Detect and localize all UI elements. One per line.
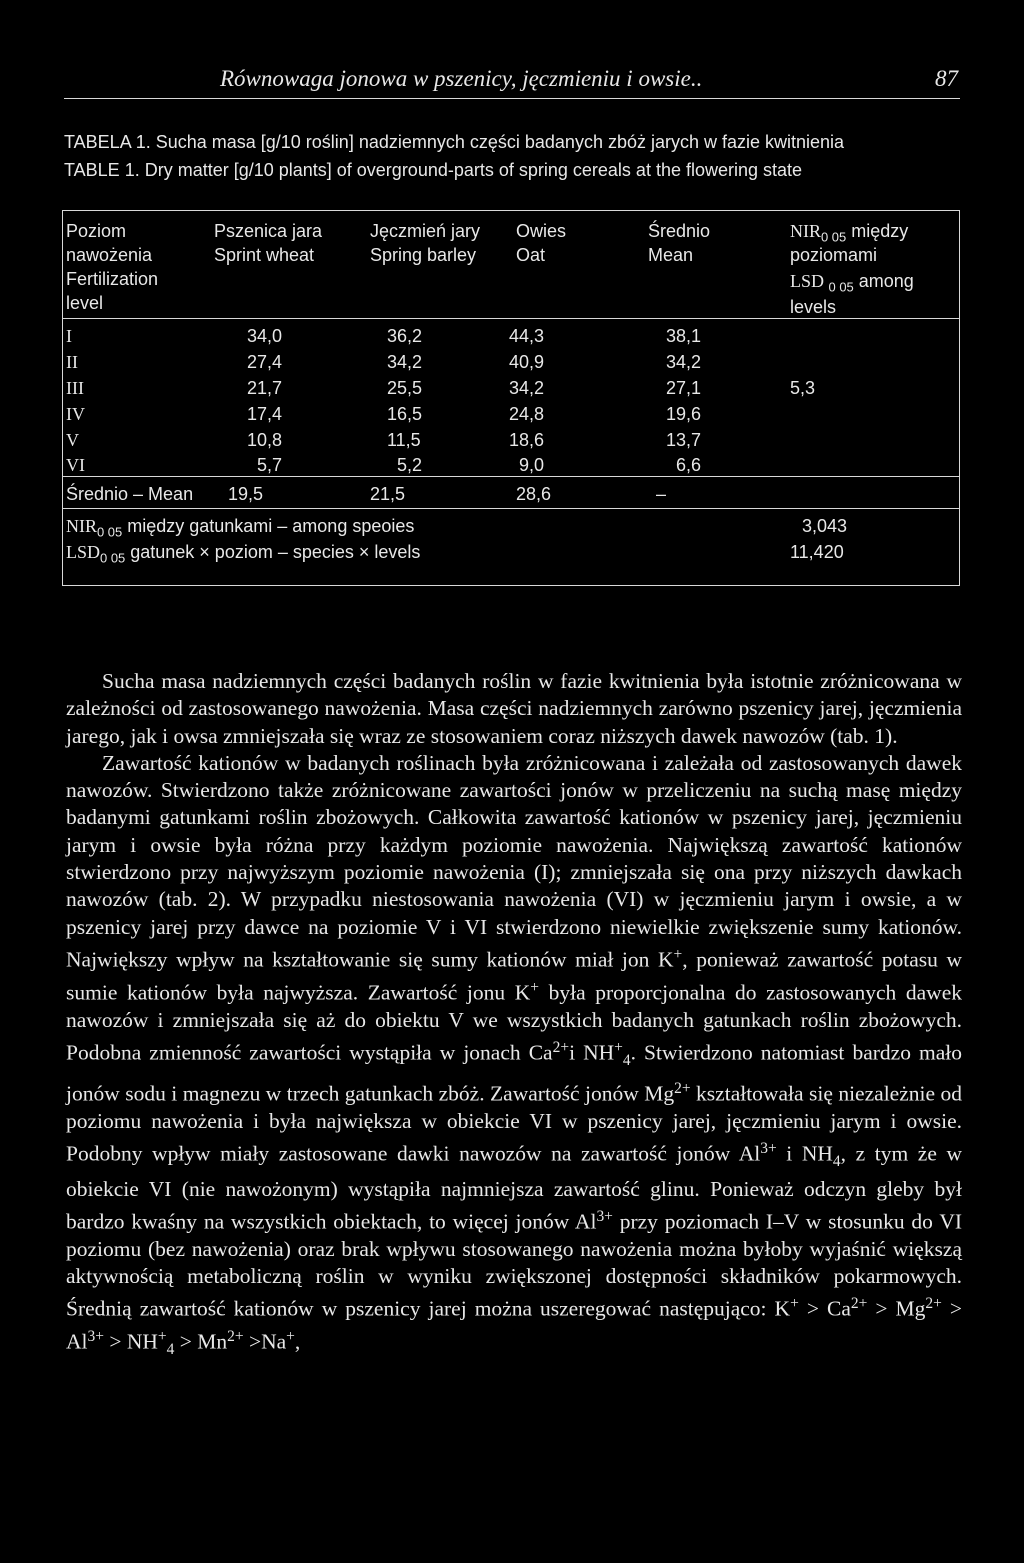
cell-wheat: 17,4	[247, 404, 283, 424]
cell-wheat: 5,7	[257, 455, 283, 475]
header-level-1: Poziom	[66, 221, 127, 241]
running-title: Równowaga jonowa w pszenicy, jęczmieniu i owsie..	[220, 66, 703, 91]
header-level-2: nawożenia	[66, 245, 153, 265]
nir-species-value: 3,043	[802, 516, 848, 536]
cell-mean: 13,7	[666, 430, 702, 450]
header-level-4: level	[66, 293, 104, 313]
text-segment: >Na	[243, 1330, 287, 1355]
header-nir-line1: $NIR_{0 05}$ między	[790, 221, 909, 245]
text-segment: , ponieważ zawartość potasu w sumie kationów była najwyższa. Zawartość jonu K	[66, 947, 962, 1005]
text-segment: > Al	[66, 1297, 963, 1355]
cell-wheat: 21,7	[247, 378, 283, 398]
header-rule	[64, 98, 960, 99]
text-segment: ,	[294, 1330, 301, 1355]
text-segment: > Mn	[174, 1330, 228, 1355]
cell-barley: 16,5	[387, 404, 423, 424]
text-segment: 2+	[552, 1039, 570, 1057]
cell-oat: 9,0	[519, 455, 545, 475]
cell-oat: 44,3	[509, 326, 545, 346]
text-segment: +	[673, 945, 683, 963]
cell-mean: 27,1	[666, 378, 702, 398]
text-segment: +	[614, 1039, 623, 1057]
text-segment: 4	[622, 1052, 631, 1070]
text-segment: 4	[832, 1153, 841, 1171]
cell-level: VI	[66, 455, 85, 475]
text-segment: > Mg	[867, 1297, 926, 1322]
mean-mean: –	[656, 484, 667, 504]
cell-level: I	[66, 326, 72, 346]
header-nir-line2: poziomami	[790, 245, 878, 265]
text-segment: . Stwierdzono natomiast bardzo mało jonów sodu i magnezu w trzech gatunkach zbóż. Zawartość jonów Mg	[66, 1041, 962, 1106]
header-barley-en: Spring barley	[370, 245, 477, 265]
text-segment: 3+	[596, 1207, 613, 1225]
text-segment: i NH	[569, 1041, 615, 1066]
header-lsd-line3: LSD $_{0 05}$ among	[790, 271, 914, 295]
text-segment: > Ca	[798, 1297, 851, 1322]
text-segment: przy poziomach I–V w stosunku do VI poziomu (bez nawożenia) oraz brak wpływu stosowanego nawożenia można byłoby wyjaśnić większą aktywnością metaboliczną roślin w wyniku zwiększonej dostępności składników pokarmowych. Średnią zawartość kationów w pszenicy jarej można uszeregować następująco: K	[66, 1209, 963, 1322]
cell-wheat: 27,4	[247, 352, 283, 372]
table-caption-pl: TABELA 1. Sucha masa [g/10 roślin] nadziemnych części badanych zbóż jarych w fazie kwitnienia	[64, 132, 845, 152]
cell-barley: 36,2	[387, 326, 423, 346]
text-segment: +	[790, 1295, 799, 1313]
text-segment: 2+	[227, 1328, 244, 1346]
header-level-3: Fertilization	[66, 269, 159, 289]
paragraph	[66, 750, 962, 1364]
header-wheat-en: Sprint wheat	[214, 245, 315, 265]
cell-oat: 34,2	[509, 378, 545, 398]
text-segment: 2+	[925, 1295, 942, 1313]
text-segment: kształtowała się niezależnie od poziomu nawożenia i była największa w obiekcie VI w pszenicy jarej, jęczmieniu jarym i owsie. Podobny wpływ miały zastosowane dawki nawozów na zawartość jonów Al	[66, 1081, 962, 1166]
cell-barley: 5,2	[397, 455, 423, 475]
header-wheat-pl: Pszenica jara	[214, 221, 323, 241]
text-segment: była proporcjonalna do zastosowanych dawek nawozów i zmniejszała się aż do obiektu V we wszystkich badanych gatunkach roślin zbożowych. Podobna zmienność zawartości wystąpiła w jonach Ca	[66, 980, 962, 1066]
text-segment: 3+	[87, 1328, 104, 1346]
text-segment: Zawartość kationów w badanych roślinach była zróżnicowana i zależała od zastosowanych dawek nawozów. Stwierdzono także zróżnicowane zawartości jonów w przeliczeniu na suchą masę między badanymi gatunkami roślin zbożowych. Całkowita zawartość kationów w pszenicy jarej, jęczmieniu jarym i owsie była różna przy każdym poziomie nawożenia. Największą zawartość kationów stwierdzono przy najwyższym poziomie nawożenia (I); zmniejszała się ona przy niższych dawkach nawozów (tab. 2). W przypadku niestosowania nawożenia (VI) w jęczmieniu jarym i owsie, a w pszenicy jarej przy dawce na poziomie V i VI stwierdzono niewielkie zwiększenie sumy kationów. Największy wpływ na kształtowanie się sumy kationów miał jon K	[66, 750, 962, 972]
text-segment: 4	[166, 1341, 175, 1359]
cell-level: V	[66, 430, 79, 450]
text-segment: +	[286, 1328, 295, 1346]
paragraph	[66, 668, 962, 750]
cell-oat: 40,9	[509, 352, 545, 372]
text-segment: i NH	[776, 1141, 833, 1166]
cell-wheat: 34,0	[247, 326, 283, 346]
cell-barley: 25,5	[387, 378, 423, 398]
header-mean-en: Mean	[648, 245, 694, 265]
lsd-interaction-label: $LSD_{0 05}$ gatunek × poziom – species × levels	[66, 542, 421, 566]
cell-mean: 34,2	[666, 352, 702, 372]
cell-level: IV	[66, 404, 85, 424]
table-header-rule	[62, 318, 960, 319]
header-oat-en: Oat	[516, 245, 546, 265]
cell-level: II	[66, 352, 78, 372]
cell-mean: 38,1	[666, 326, 702, 346]
text-segment: > NH	[103, 1330, 158, 1355]
cell-mean: 6,6	[676, 455, 702, 475]
header-barley-pl: Jęczmień jary	[370, 221, 481, 241]
text-segment: 3+	[760, 1140, 777, 1158]
text-segment: +	[530, 979, 539, 996]
text-segment: , z tym że w obiekcie VI (nie nawożonym) wystąpiła najmniejsza zawartość glinu. Ponieważ odczyn gleby był bardzo kwaśny na wszystkich obiektach, to więcej jonów Al	[66, 1141, 962, 1234]
cell-wheat: 10,8	[247, 430, 283, 450]
page-number: 87	[935, 66, 958, 91]
body-text	[66, 668, 962, 1364]
cell-barley: 34,2	[387, 352, 423, 372]
header-lsd-line4: levels	[790, 297, 837, 317]
nir-species-label: $NIR_{0 05}$ między gatunkami – among speoies	[66, 516, 415, 540]
text-segment: +	[157, 1328, 167, 1346]
header-mean-pl: Średnio	[648, 221, 711, 241]
cell-mean: 19,6	[666, 404, 702, 424]
cell-barley: 11,5	[387, 430, 421, 450]
text-segment: 2+	[850, 1295, 868, 1313]
mean-oat: 28,6	[516, 484, 552, 504]
cell-level: III	[66, 378, 84, 398]
table-caption-en: TABLE 1. Dry matter [g/10 plants] of overground-parts of spring cereals at the flowering state	[64, 160, 803, 180]
text-segment: Sucha masa nadziemnych części badanych roślin w fazie kwitnienia była istotnie zróżnicowana w zależności od zastosowanego nawożenia. Masa części nadziemnych zarówno pszenicy jarej, jęczmienia jarego, jak i owsa zmniejszała się wraz ze stosowaniem coraz niższych dawek nawozów (tab. 1).	[66, 669, 962, 748]
header-oat-pl: Owies	[516, 221, 567, 241]
mean-wheat: 19,5	[228, 484, 264, 504]
cell-oat: 18,6	[509, 430, 545, 450]
text-segment: 2+	[674, 1079, 691, 1097]
lsd-interaction-value: 11,420	[790, 542, 844, 562]
mean-label: Średnio – Mean	[66, 484, 194, 504]
table-body-rule	[62, 476, 960, 477]
table-mean-rule	[62, 508, 960, 509]
cell-oat: 24,8	[509, 404, 545, 424]
mean-barley: 21,5	[370, 484, 406, 504]
nir-levels-value: 5,3	[790, 378, 816, 398]
